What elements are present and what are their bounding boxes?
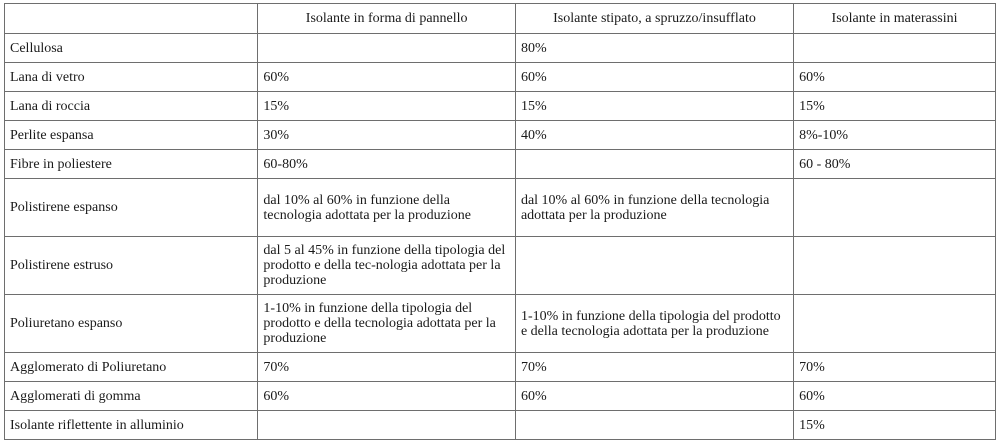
table-cell: 1-10% in funzione della tipologia del prodotto e della tecnologia adottata per la produzione [258,295,516,353]
row-label: Agglomerati di gomma [5,382,258,411]
table-cell: dal 10% al 60% in funzione della tecnologia adottata per la produzione [258,179,516,237]
table-cell: 40% [515,121,793,150]
row-label: Fibre in poliestere [5,150,258,179]
table-cell: 60% [258,63,516,92]
row-label: Lana di roccia [5,92,258,121]
table-row [5,92,996,121]
table-row [5,121,996,150]
table-cell: 8%-10% [794,121,996,150]
header-cell: Isolante in materassini [794,4,996,34]
table-cell: 60-80% [258,150,516,179]
table-cell: 80% [515,34,793,63]
table-row [5,353,996,382]
table-cell: 1-10% in funzione della tipologia del prodotto e della tecnologia adottata per la produzione [515,295,793,353]
row-label: Isolante riflettente in alluminio [5,411,258,440]
table-header-row [5,4,996,34]
table-cell: 30% [258,121,516,150]
table-cell: 60% [515,382,793,411]
table-row [5,63,996,92]
table-cell: 60 - 80% [794,150,996,179]
row-label: Agglomerato di Poliuretano [5,353,258,382]
header-cell [5,4,258,34]
table-cell: 15% [794,411,996,440]
table-row [5,237,996,295]
header-cell: Isolante in forma di pannello [258,4,516,34]
insulation-table [4,3,996,440]
table-row [5,34,996,63]
table-cell: 70% [794,353,996,382]
table-row [5,411,996,440]
table-cell [794,295,996,353]
table-cell [515,237,793,295]
table-cell: 70% [515,353,793,382]
table-cell: 15% [794,92,996,121]
table-cell: 60% [515,63,793,92]
row-label: Polistirene espanso [5,179,258,237]
table-cell [515,411,793,440]
table-cell [258,411,516,440]
table-cell [794,237,996,295]
table-row [5,382,996,411]
table-cell: 70% [258,353,516,382]
table-row [5,295,996,353]
table-cell: 15% [515,92,793,121]
table-cell [794,179,996,237]
table-cell: 15% [258,92,516,121]
table-cell [258,34,516,63]
row-label: Polistirene estruso [5,237,258,295]
table-cell: 60% [794,382,996,411]
row-label: Perlite espansa [5,121,258,150]
row-label: Lana di vetro [5,63,258,92]
table-cell [515,150,793,179]
table-row [5,150,996,179]
table-cell: dal 5 al 45% in funzione della tipologia del prodotto e della tec-nologia adottata per la produzione [258,237,516,295]
row-label: Cellulosa [5,34,258,63]
table-cell: 60% [794,63,996,92]
header-cell: Isolante stipato, a spruzzo/insufflato [515,4,793,34]
table-cell [794,34,996,63]
table-row [5,179,996,237]
table-cell: dal 10% al 60% in funzione della tecnologia adottata per la produzione [515,179,793,237]
row-label: Poliuretano espanso [5,295,258,353]
table-cell: 60% [258,382,516,411]
